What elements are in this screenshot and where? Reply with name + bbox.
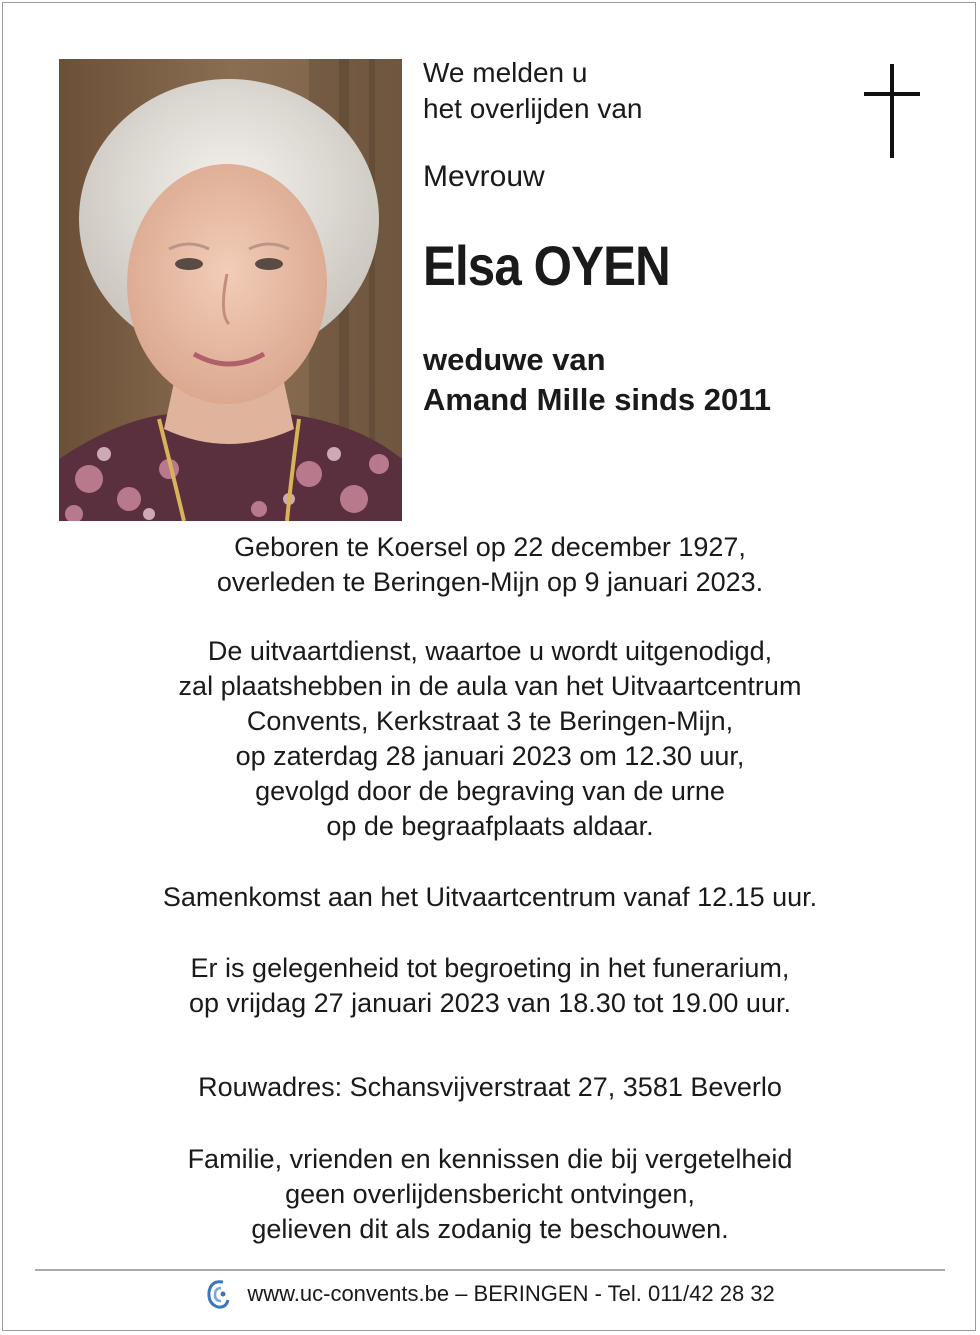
text-line: op zaterdag 28 januari 2023 om 12.30 uur, <box>235 741 745 771</box>
convents-logo-icon <box>205 1278 231 1310</box>
text-line: Samenkomst aan het Uitvaartcentrum vanaf 12.15 uur. <box>162 882 818 912</box>
intro-line-1: We melden u <box>423 57 588 88</box>
text-line: op vrijdag 27 januari 2023 van 18.30 tot 19.00 uur. <box>189 988 791 1018</box>
address-paragraph <box>0 1070 980 1105</box>
text-line: op de begraafplaats aldaar. <box>326 811 654 841</box>
visitation-paragraph <box>0 951 980 1021</box>
portrait-photo <box>59 59 402 521</box>
notice-paragraph <box>0 1142 980 1247</box>
text-line: Geboren te Koersel op 22 december 1927, <box>234 532 746 562</box>
gathering-paragraph <box>0 880 980 915</box>
footer-contact-link[interactable]: www.uc-convents.be – BERINGEN - Tel. 011/42 28 32 <box>247 1281 775 1307</box>
honorific: Mevrouw <box>423 160 545 193</box>
text-line: Convents, Kerkstraat 3 te Beringen-Mijn, <box>246 706 734 736</box>
widow-line-2: Amand Mille sinds 2011 <box>423 382 772 417</box>
text-line: Familie, vrienden en kennissen die bij vergetelheid <box>187 1144 793 1174</box>
footer <box>0 1277 980 1310</box>
footer-divider <box>35 1269 945 1271</box>
text-line: overleden te Beringen-Mijn op 9 januari 2023. <box>216 567 764 597</box>
service-paragraph <box>0 634 980 844</box>
cross-icon <box>864 64 920 160</box>
text-line: gelieven dit als zodanig te beschouwen. <box>251 1214 729 1244</box>
widow-of <box>423 340 771 420</box>
widow-line-1: weduwe van <box>423 342 606 377</box>
text-line: geen overlijdensbericht ontvingen, <box>285 1179 695 1209</box>
intro-text <box>423 55 642 127</box>
text-line: gevolgd door de begraving van de urne <box>255 776 725 806</box>
text-line: Rouwadres: Schansvijverstraat 27, 3581 Beverlo <box>198 1072 782 1102</box>
deceased-name: Elsa OYEN <box>423 234 670 297</box>
birth-death-paragraph <box>0 530 980 600</box>
intro-line-2: het overlijden van <box>423 93 643 124</box>
text-line: Er is gelegenheid tot begroeting in het funerarium, <box>190 953 790 983</box>
text-line: zal plaatshebben in de aula van het Uitvaartcentrum <box>178 671 802 701</box>
text-line: De uitvaartdienst, waartoe u wordt uitgenodigd, <box>207 636 773 666</box>
